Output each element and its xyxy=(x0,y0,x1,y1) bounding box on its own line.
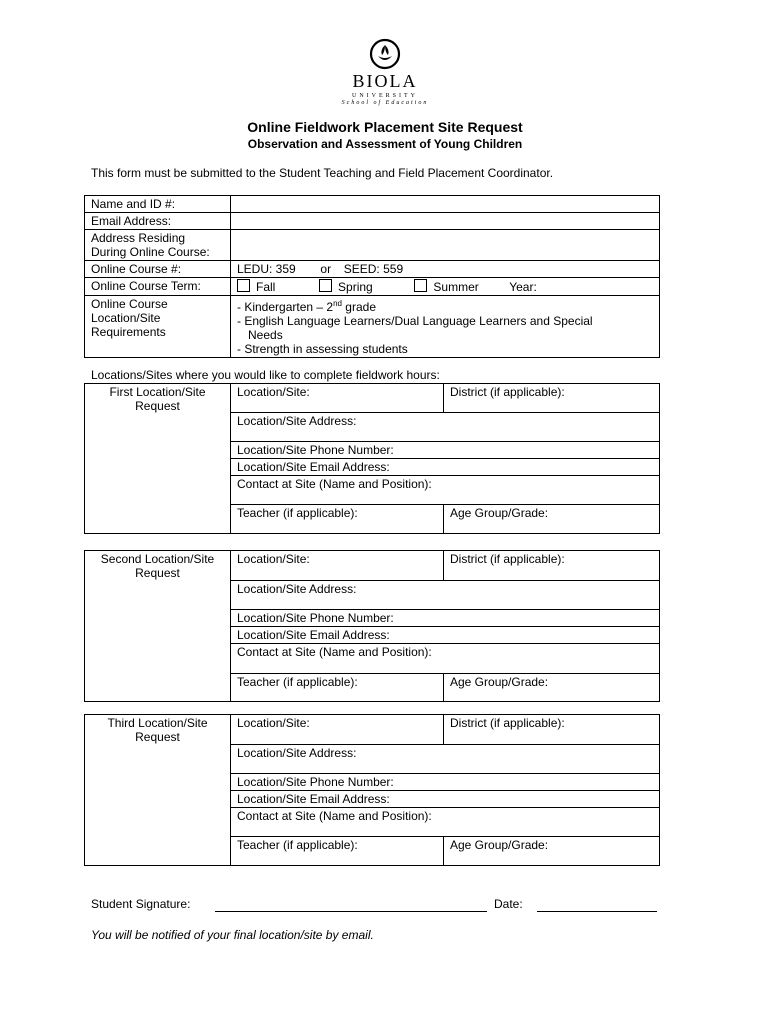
term-summer: Summer xyxy=(433,280,479,294)
date-label: Date: xyxy=(494,897,523,911)
section-label-line2: Request xyxy=(135,730,180,744)
district-field[interactable]: District (if applicable): xyxy=(444,551,660,581)
biola-crest-icon xyxy=(369,38,401,70)
student-info-table xyxy=(84,195,660,358)
phone-field[interactable]: Location/Site Phone Number: xyxy=(231,774,660,791)
spring-checkbox[interactable] xyxy=(319,279,332,292)
logo-university: UNIVERSITY xyxy=(352,93,418,99)
course-ledu: LEDU: 359 xyxy=(237,262,296,276)
requirement-grade-sup: nd xyxy=(333,299,342,308)
district-field[interactable]: District (if applicable): xyxy=(444,384,660,413)
fall-checkbox[interactable] xyxy=(237,279,250,292)
requirements-label-line1: Online Course xyxy=(91,297,168,311)
requirement-assessing: - Strength in assessing students xyxy=(237,342,408,356)
notification-note: You will be notified of your final location/site by email. xyxy=(91,928,374,942)
term-year: Year: xyxy=(509,280,537,294)
university-logo xyxy=(0,38,770,106)
signature-line[interactable] xyxy=(215,911,487,912)
term-spring: Spring xyxy=(338,280,373,294)
summer-checkbox[interactable] xyxy=(414,279,427,292)
phone-field[interactable]: Location/Site Phone Number: xyxy=(231,442,660,459)
email-field[interactable] xyxy=(231,213,660,230)
term-label: Online Course Term: xyxy=(85,278,231,296)
section-label-line2: Request xyxy=(135,399,180,413)
contact-field[interactable]: Contact at Site (Name and Position): xyxy=(231,476,660,505)
phone-field[interactable]: Location/Site Phone Number: xyxy=(231,610,660,627)
requirements-list xyxy=(231,296,660,358)
course-options xyxy=(231,261,660,278)
district-field[interactable]: District (if applicable): xyxy=(444,715,660,745)
address-field[interactable]: Location/Site Address: xyxy=(231,745,660,774)
site-field[interactable]: Location/Site: xyxy=(231,384,444,413)
locations-label: Locations/Sites where you would like to complete fieldwork hours: xyxy=(91,368,440,382)
section-label-line2: Request xyxy=(135,566,180,580)
location-section-second xyxy=(84,550,660,702)
course-seed: SEED: 559 xyxy=(343,262,404,276)
teacher-field[interactable]: Teacher (if applicable): xyxy=(231,674,444,702)
term-options xyxy=(231,278,660,296)
requirements-label xyxy=(85,296,231,358)
section-label xyxy=(85,715,231,866)
term-fall: Fall xyxy=(256,280,276,294)
location-section-first xyxy=(84,383,660,534)
form-title: Online Fieldwork Placement Site Request xyxy=(247,119,523,135)
logo-school: School of Education xyxy=(341,100,429,106)
requirement-ell: - English Language Learners/Dual Language Learners and Special xyxy=(237,314,593,328)
location-section-third xyxy=(84,714,660,866)
name-id-label: Name and ID #: xyxy=(85,196,231,213)
teacher-field[interactable]: Teacher (if applicable): xyxy=(231,505,444,534)
logo-name: BIOLA xyxy=(352,71,418,91)
requirements-label-line3: Requirements xyxy=(91,325,166,339)
course-or: or xyxy=(320,262,332,276)
site-field[interactable]: Location/Site: xyxy=(231,551,444,581)
age-group-field[interactable]: Age Group/Grade: xyxy=(444,837,660,866)
age-group-field[interactable]: Age Group/Grade: xyxy=(444,674,660,702)
site-email-field[interactable]: Location/Site Email Address: xyxy=(231,459,660,476)
address-label xyxy=(85,230,231,261)
requirement-grade-text: - Kindergarten – 2 xyxy=(237,300,334,314)
date-line[interactable] xyxy=(537,911,657,912)
contact-field[interactable]: Contact at Site (Name and Position): xyxy=(231,808,660,837)
site-field[interactable]: Location/Site: xyxy=(231,715,444,745)
address-field[interactable]: Location/Site Address: xyxy=(231,413,660,442)
site-email-field[interactable]: Location/Site Email Address: xyxy=(231,791,660,808)
name-id-field[interactable] xyxy=(231,196,660,213)
site-email-field[interactable]: Location/Site Email Address: xyxy=(231,627,660,644)
address-label-line1: Address Residing xyxy=(91,231,186,245)
requirements-label-line2: Location/Site xyxy=(91,311,161,325)
address-label-line2: During Online Course: xyxy=(91,245,210,259)
section-label-line1: First Location/Site xyxy=(109,385,206,399)
intro-text: This form must be submitted to the Student Teaching and Field Placement Coordinator. xyxy=(91,166,554,180)
email-label: Email Address: xyxy=(85,213,231,230)
address-field[interactable]: Location/Site Address: xyxy=(231,581,660,610)
requirement-ell-cont: Needs xyxy=(248,328,283,342)
contact-field[interactable]: Contact at Site (Name and Position): xyxy=(231,644,660,674)
age-group-field[interactable]: Age Group/Grade: xyxy=(444,505,660,534)
section-label xyxy=(85,384,231,534)
course-label: Online Course #: xyxy=(85,261,231,278)
section-label xyxy=(85,551,231,702)
requirement-grade-suffix: grade xyxy=(341,300,376,314)
teacher-field[interactable]: Teacher (if applicable): xyxy=(231,837,444,866)
address-field[interactable] xyxy=(231,230,660,261)
section-label-line1: Second Location/Site xyxy=(100,552,215,566)
form-subtitle: Observation and Assessment of Young Children xyxy=(247,137,523,151)
section-label-line1: Third Location/Site xyxy=(107,716,208,730)
requirement-grade xyxy=(237,297,653,314)
signature-label: Student Signature: xyxy=(91,897,191,911)
